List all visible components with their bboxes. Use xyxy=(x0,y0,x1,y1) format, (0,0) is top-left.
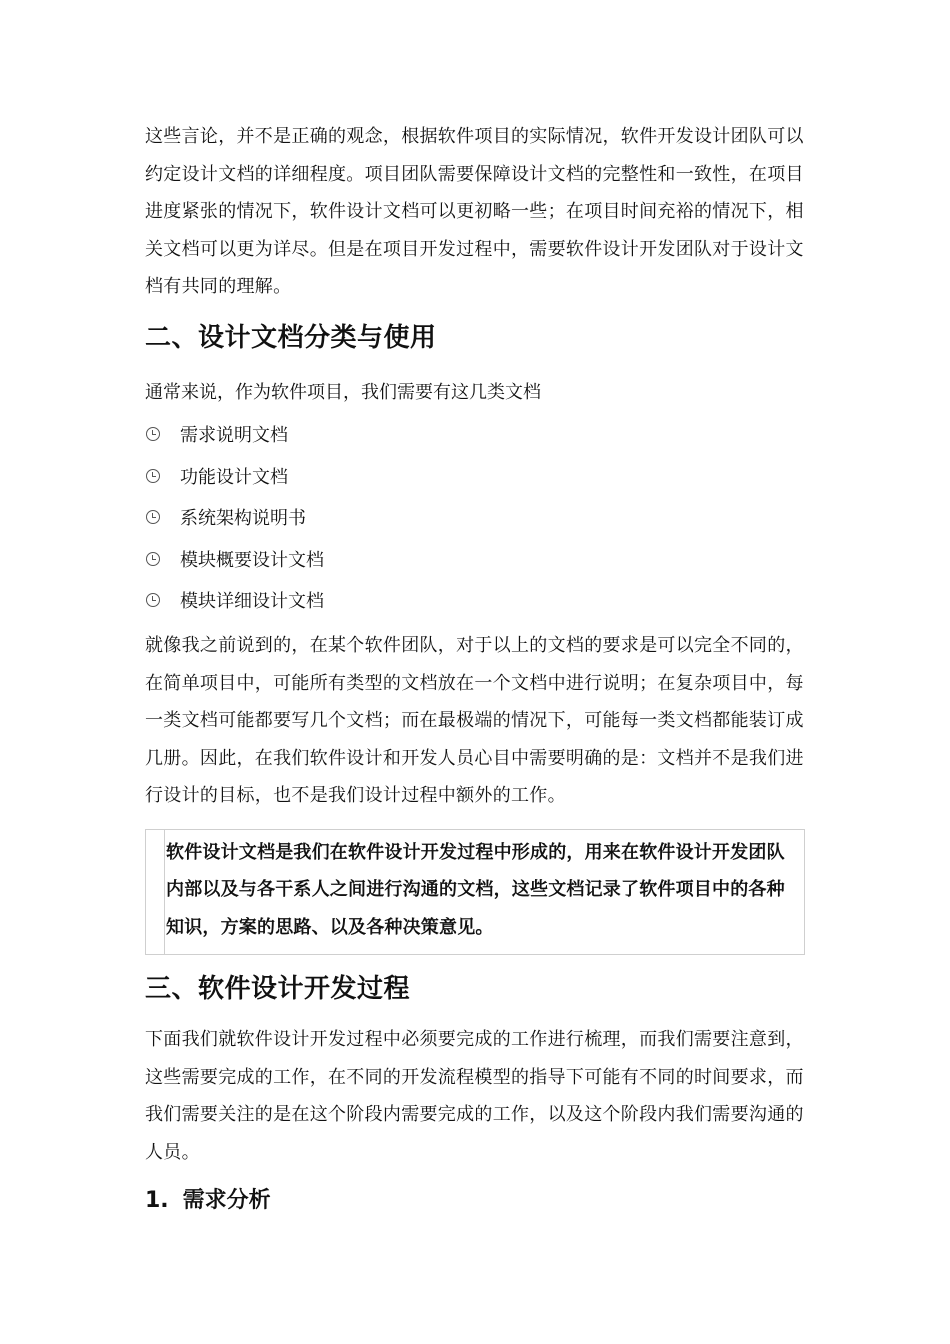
list-item xyxy=(145,538,810,580)
list-item-label: 模块概要设计文档 xyxy=(180,549,324,571)
document-page xyxy=(145,118,810,1221)
list-item xyxy=(145,455,810,497)
list-item-label: 系统架构说明书 xyxy=(180,508,306,530)
subsection-title: 需求分析 xyxy=(182,1188,271,1213)
subsection-number: 1. xyxy=(145,1188,169,1213)
intro-paragraph: 这些言论，并不是正确的观念，根据软件项目的实际情况，软件开发设计团队可以约定设计文档的详细程度。项目团队需要保障设计文档的完整性和一致性，在项目进度紧张的情况下，软件设计文档可以更初略一些；在项目时间充裕的情况下，相关文档可以更为详尽。但是在项目开发过程中，需要软件设计开发团队对于设计文档有共同的理解。 xyxy=(145,126,804,297)
list-item-label: 功能设计文档 xyxy=(180,466,288,488)
list-item xyxy=(145,414,810,456)
list-item xyxy=(145,580,810,622)
subsection-heading xyxy=(145,1181,810,1221)
list-item-label: 模块详细设计文档 xyxy=(180,591,324,613)
list-item xyxy=(145,497,810,539)
section2-lead: 通常来说，作为软件项目，我们需要有这几类文档 xyxy=(145,381,541,403)
clock-bullet-icon xyxy=(146,427,160,441)
section3-heading: 三、软件设计开发过程 xyxy=(145,974,411,1004)
list-item-label: 需求说明文档 xyxy=(180,425,288,447)
section2-heading: 二、设计文档分类与使用 xyxy=(145,322,437,353)
callout-text: 软件设计文档是我们在软件设计开发过程中形成的，用来在软件设计开发团队内部以及与各干系人之间进行沟通的文档，这些文档记录了软件项目中的各种知识，方案的思路、以及各种决策意见。 xyxy=(166,841,785,938)
clock-bullet-icon xyxy=(146,593,160,607)
clock-bullet-icon xyxy=(146,552,160,566)
section3-paragraph: 下面我们就软件设计开发过程中必须要完成的工作进行梳理，而我们需要注意到，这些需要完成的工作，在不同的开发流程模型的指导下可能有不同的时间要求，而我们需要关注的是在这个阶段内需要完成的工作，以及这个阶段内我们需要沟通的人员。 xyxy=(145,1029,804,1163)
clock-bullet-icon xyxy=(146,469,160,483)
document-type-list xyxy=(145,414,810,622)
section2-paragraph: 就像我之前说到的，在某个软件团队，对于以上的文档的要求是可以完全不同的，在简单项目中，可能所有类型的文档放在一个文档中进行说明；在复杂项目中，每一类文档可能都要写几个文档；而在最极端的情况下，可能每一类文档都能装订成几册。因此，在我们软件设计和开发人员心目中需要明确的是：文档并不是我们进行设计的目标，也不是我们设计过程中额外的工作。 xyxy=(145,635,804,806)
clock-bullet-icon xyxy=(146,510,160,524)
callout-box xyxy=(145,829,805,956)
